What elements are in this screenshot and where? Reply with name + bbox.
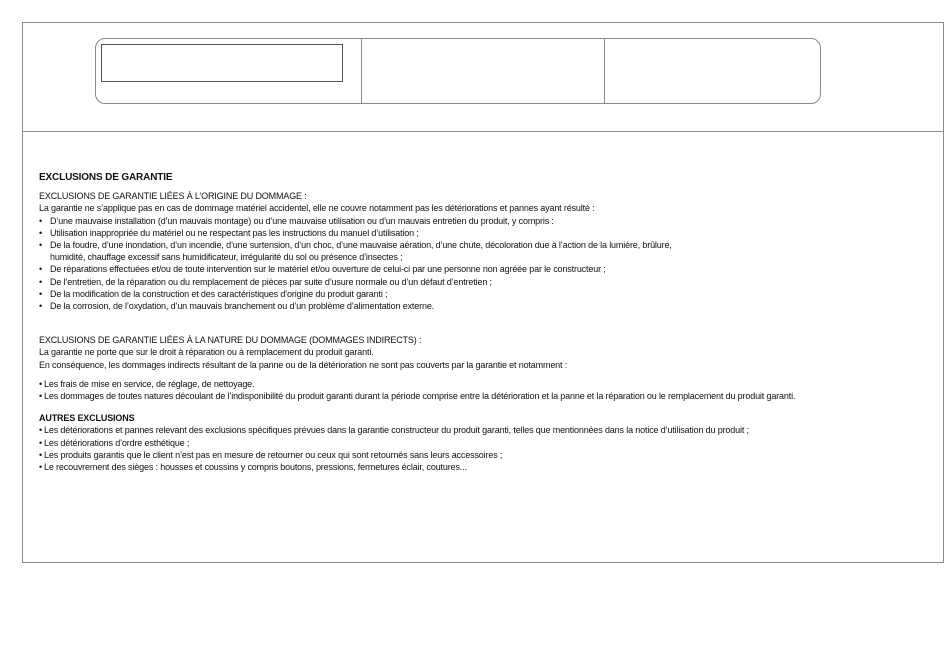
indirect-list	[39, 378, 939, 402]
origin-item: • De la modification de la construction et des caractéristiques d’origine du produit garanti ;	[39, 288, 939, 300]
indirect-line-2: En conséquence, les dommages indirects résultant de la panne ou de la détérioration ne sont pas couverts par la garantie et notamment :	[39, 359, 568, 370]
other-item: • Le recouvrement des sièges : housses et coussins y compris boutons, pressions, fermetures éclair, coutures...	[39, 461, 939, 473]
indirect-item: • Les dommages de toutes natures découlant de l’indisponibilité du produit garanti durant la période comprise entre la détérioration et la panne et la réparation ou le remplacement du produit garanti.	[39, 390, 939, 402]
exclusions-content	[39, 172, 939, 473]
origin-item: • De l’entretien, de la réparation ou du remplacement de pièces par suite d’usure normale ou d’un défaut d’entretien ;	[39, 276, 939, 288]
other-list	[39, 424, 939, 473]
other-heading: AUTRES EXCLUSIONS	[39, 413, 135, 424]
header-field-right[interactable]	[605, 39, 820, 103]
origin-list	[39, 215, 939, 252]
origin-intro: La garantie ne s’applique pas en cas de dommage matériel accidentel, elle ne couvre notamment pas les détériorations et pannes ayant résulté :	[39, 203, 595, 214]
other-item: • Les détériorations d’ordre esthétique ;	[39, 437, 939, 449]
other-item: • Les détériorations et pannes relevant des exclusions spécifiques prévues dans la garantie constructeur du produit garanti, telles que mentionnées dans la notice d’utilisation du produit ;	[39, 424, 939, 436]
origin-heading: EXCLUSIONS DE GARANTIE LIÉES À L’ORIGINE DU DOMMAGE :	[39, 191, 307, 202]
header-field-middle[interactable]	[362, 39, 605, 103]
origin-item: • Utilisation inappropriée du matériel ou ne respectant pas les instructions du manuel d’utilisation ;	[39, 227, 939, 239]
origin-item: • D’une mauvaise installation (d’un mauvais montage) ou d’une mauvaise utilisation ou d’un mauvais entretien du produit, y compris :	[39, 215, 939, 227]
header-field-left	[96, 39, 362, 103]
exclusions-title: EXCLUSIONS DE GARANTIE	[39, 172, 173, 183]
warranty-card-frame	[22, 22, 944, 563]
indirect-line-1: La garantie ne porte que sur le droit à réparation ou à remplacement du produit garanti.	[39, 347, 374, 358]
header-input-box[interactable]	[101, 44, 343, 82]
origin-list-cont	[39, 263, 939, 312]
header-field-group	[95, 38, 821, 104]
origin-item: • De réparations effectuées et/ou de toute intervention sur le matériel et/ou ouverture de celui-ci par une personne non agréée par le constructeur ;	[39, 263, 939, 275]
origin-item: • De la corrosion, de l’oxydation, d’un mauvais branchement ou d’un problème d’alimentation externe.	[39, 300, 939, 312]
origin-item: • De la foudre, d’une inondation, d’un incendie, d’une surtension, d’un choc, d’une mauvaise aération, d’une chute, décoloration due à l’action de la lumière, brûlure,	[39, 239, 939, 251]
indirect-item: • Les frais de mise en service, de réglage, de nettoyage.	[39, 378, 939, 390]
other-item: • Les produits garantis que le client n’est pas en mesure de retourner ou ceux qui sont retournés sans leurs accessoires ;	[39, 449, 939, 461]
indirect-heading: EXCLUSIONS DE GARANTIE LIÉES À LA NATURE DU DOMMAGE (DOMMAGES INDIRECTS) :	[39, 335, 422, 346]
origin-item-continuation: humidité, chauffage excessif sans humidificateur, irrégularité du sol ou présence d’insectes ;	[50, 252, 403, 263]
header-band	[23, 23, 943, 132]
